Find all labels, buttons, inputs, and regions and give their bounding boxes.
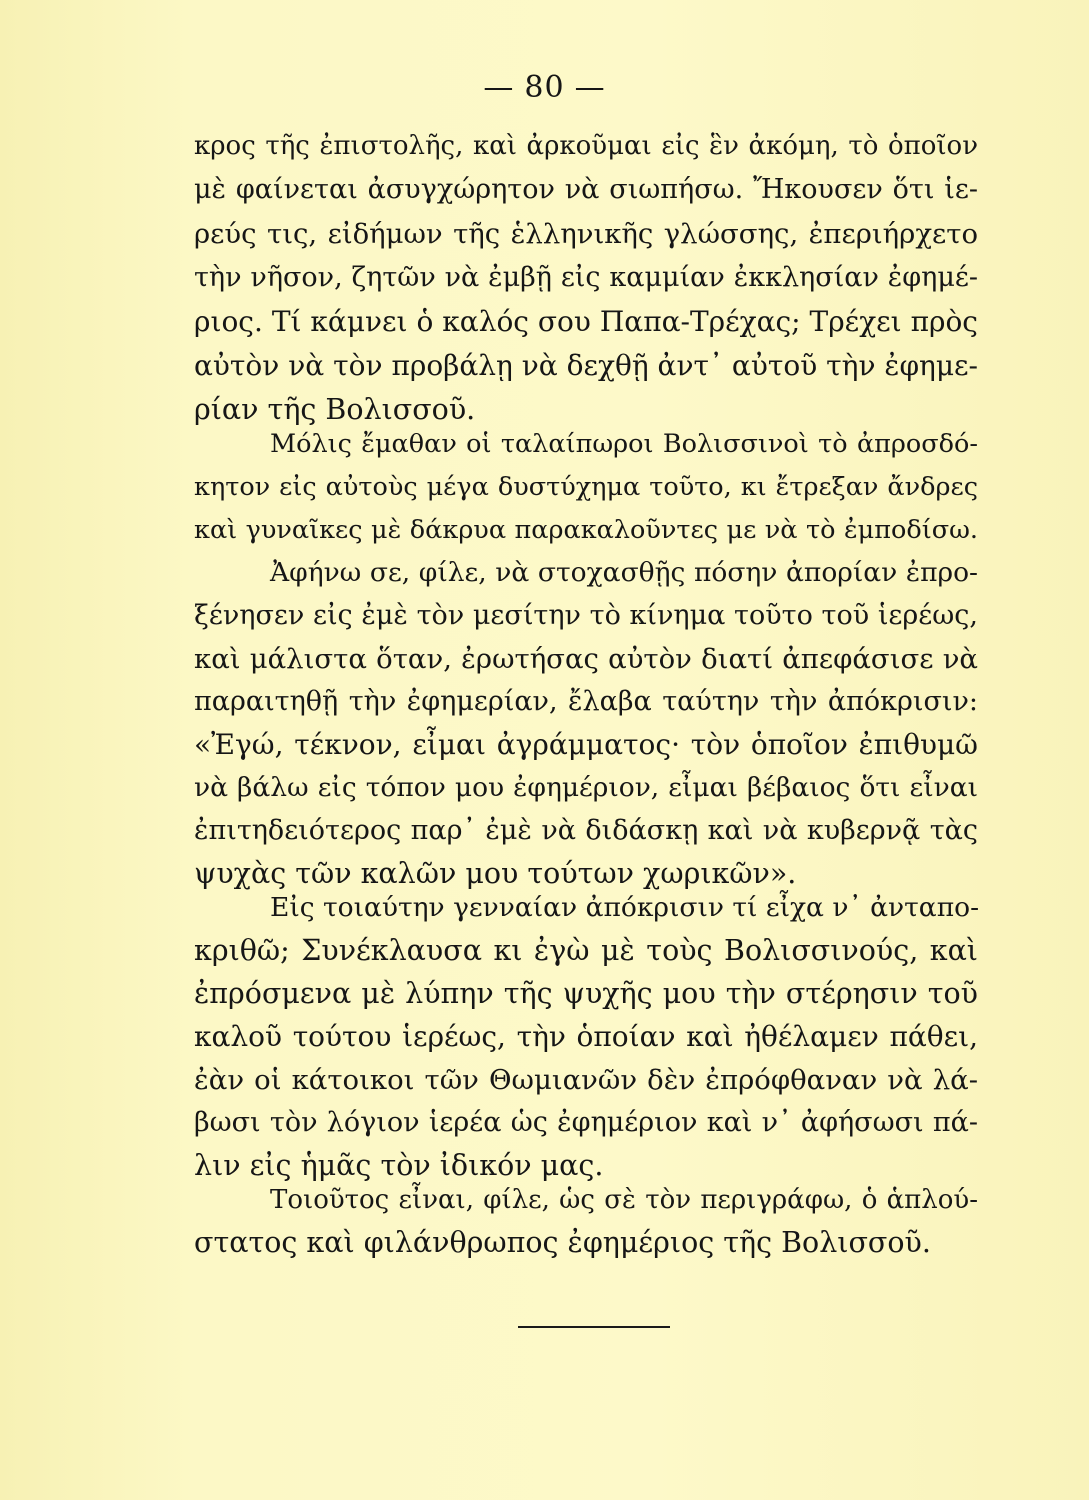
page-number-dash-left: — [483, 70, 515, 105]
text-line: τὴν νῆσον, ζητῶν νὰ ἐμβῇ εἰς καμμίαν ἐκκλησίαν ἐφημέ- [194, 262, 978, 293]
text-line: ἐπρόσμενα μὲ λύπην τῆς ψυχῆς μου τὴν στέρησιν τοῦ [194, 977, 978, 1010]
paragraph-start-line: Ἀφήνω σε, φίλε, νὰ στοχασθῇς πόσην ἀπορίαν ἐπρο- [270, 557, 978, 588]
text-line: ξένησεν εἰς ἐμὲ τὸν μεσίτην τὸ κίνημα τοῦτο τοῦ ἱερέως, [194, 600, 978, 631]
text-line: ρίαν τῆς Βολισσοῦ. [194, 393, 476, 426]
page-number-value: 80 [524, 70, 565, 105]
text-line: «Ἐγώ, τέκνον, εἶμαι ἀγράμματος· τὸν ὁποῖον ἐπιθυμῶ [194, 728, 978, 761]
text-line: καὶ μάλιστα ὅταν, ἐρωτήσας αὐτὸν διατί ἀπεφάσισε νὰ [194, 643, 978, 675]
text-line: ἐὰν οἱ κάτοικοι τῶν Θωμιανῶν δὲν ἐπρόφθαναν νὰ λά- [194, 1064, 978, 1096]
paragraph-start-line: Τοιοῦτος εἶναι, φίλε, ὡς σὲ τὸν περιγράφω, ὁ ἁπλού- [270, 1185, 978, 1215]
page-number-dash-right: — [574, 70, 606, 105]
text-line: ψυχὰς τῶν καλῶν μου τούτων χωρικῶν». [194, 857, 797, 890]
text-line: κρος τῆς ἐπιστολῆς, καὶ ἀρκοῦμαι εἰς ἓν ἀκόμη, τὸ ὁποῖον [194, 131, 978, 161]
text-line: κριθῶ; Συνέκλαυσα κι ἐγὼ μὲ τοὺς Βολισσινούς, καὶ [194, 934, 978, 967]
text-line: ἐπιτηδειότερος παρ᾿ ἐμὲ νὰ διδάσκῃ καὶ νὰ κυβερνᾷ τὰς [194, 815, 978, 846]
text-line: ριος. Τί κάμνει ὁ καλός σου Παπα-Τρέχας; Τρέχει πρὸς [194, 305, 978, 338]
text-line: μὲ φαίνεται ἀσυγχώρητον νὰ σιωπήσω. Ἤκουσεν ὅτι ἱε- [194, 174, 978, 205]
text-line: στατος καὶ φιλάνθρωπος ἐφημέριος τῆς Βολισσοῦ. [194, 1226, 931, 1259]
page-number [0, 70, 1089, 105]
text-line: καὶ γυναῖκες μὲ δάκρυα παρακαλοῦντες με νὰ τὸ ἐμποδίσω. [194, 515, 978, 545]
text-line: βωσι τὸν λόγιον ἱερέα ὡς ἐφημέριον καὶ ν᾿ ἀφήσωσι πά- [194, 1107, 978, 1138]
text-line: ρεύς τις, εἰδήμων τῆς ἑλληνικῆς γλώσσης, ἐπεριήρχετο [194, 218, 978, 250]
text-line: καλοῦ τούτου ἱερέως, τὴν ὁποίαν καὶ ἠθέλαμεν πάθει, [194, 1020, 978, 1053]
text-line: παραιτηθῇ τὴν ἐφημερίαν, ἔλαβα ταύτην τὴν ἀπόκρισιν: [194, 686, 978, 717]
paragraph-start-line: Μόλις ἔμαθαν οἱ ταλαίπωροι Βολισσινοὶ τὸ ἀπροσδό- [270, 429, 978, 459]
text-line: νὰ βάλω εἰς τόπον μου ἐφημέριον, εἶμαι βέβαιος ὅτι εἶναι [194, 772, 978, 803]
paragraph-start-line: Εἰς τοιαύτην γενναίαν ἀπόκρισιν τί εἶχα ν᾿ ἀνταπο- [270, 892, 980, 923]
text-line: λιν εἰς ἡμᾶς τὸν ἰδικόν μας. [194, 1149, 604, 1182]
text-line: κητον εἰς αὐτοὺς μέγα δυστύχημα τοῦτο, κι ἔτρεξαν ἄνδρες [194, 472, 978, 502]
text-line: αὐτὸν νὰ τὸν προβάλῃ νὰ δεχθῇ ἀντ᾿ αὐτοῦ τὴν ἐφημε- [194, 349, 978, 382]
end-divider-rule [518, 1326, 670, 1328]
